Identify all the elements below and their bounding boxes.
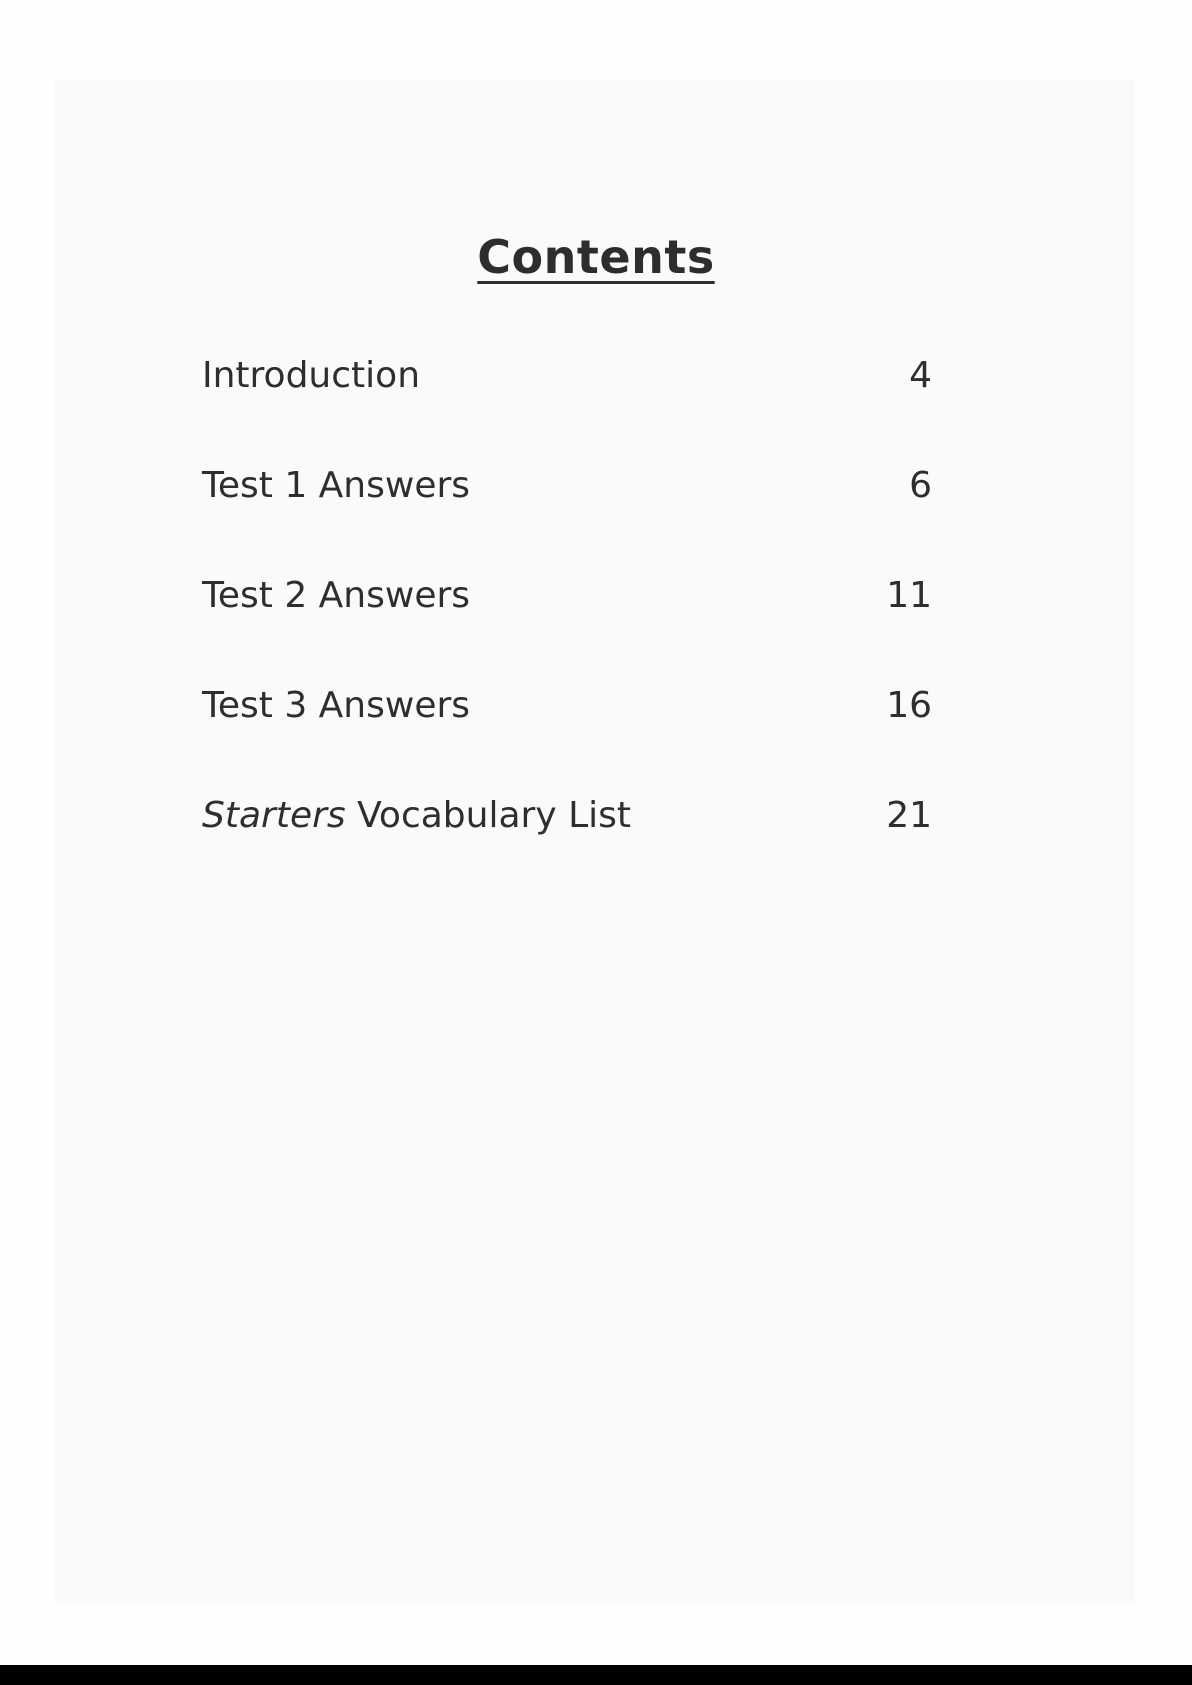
toc-entry-label-rest: Vocabulary List xyxy=(345,795,632,836)
scan-edge-bar xyxy=(0,1665,1192,1685)
toc-entry-label: Test 1 Answers xyxy=(202,465,471,506)
toc-entry-test-3-answers xyxy=(202,680,932,790)
page-title xyxy=(0,227,1192,287)
toc-entry-test-1-answers xyxy=(202,460,932,570)
table-of-contents xyxy=(202,350,932,900)
toc-entry-label: Introduction xyxy=(202,355,421,396)
toc-entry-page-number: 4 xyxy=(909,355,932,396)
toc-entry-vocabulary-list xyxy=(202,790,932,900)
toc-entry-test-2-answers xyxy=(202,570,932,680)
toc-entry-label: Test 3 Answers xyxy=(202,685,471,726)
toc-entry-label xyxy=(202,790,631,842)
toc-entry-page-number: 16 xyxy=(886,685,932,726)
toc-entry-page-number: 21 xyxy=(886,795,932,836)
contents-heading: Contents xyxy=(477,229,715,284)
toc-entry-page-number: 6 xyxy=(909,465,932,506)
toc-entry-label: Test 2 Answers xyxy=(202,575,471,616)
toc-entry-label-italic: Starters xyxy=(202,795,346,836)
toc-entry-introduction xyxy=(202,350,932,460)
toc-entry-page-number: 11 xyxy=(886,575,932,616)
